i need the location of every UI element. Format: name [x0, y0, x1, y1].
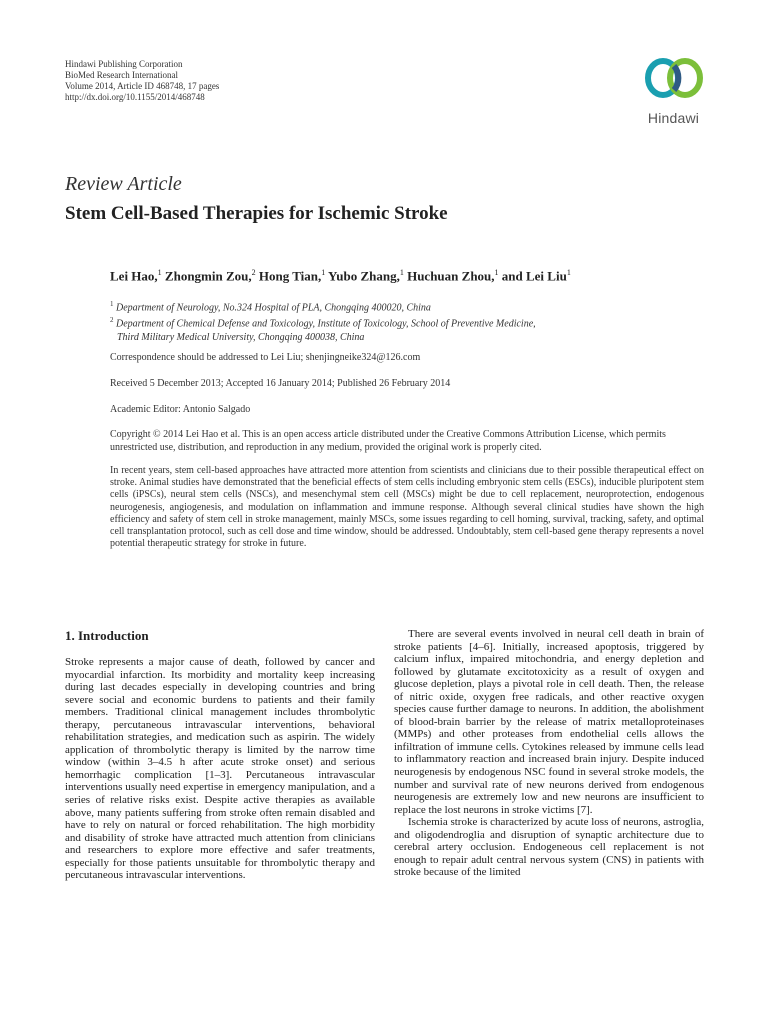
author-affil-mark: 1	[321, 268, 326, 277]
logo-wordmark: Hindawi	[647, 110, 700, 126]
right-column	[394, 628, 704, 879]
journal-header	[65, 59, 219, 103]
author-name: Hong Tian,	[258, 268, 322, 284]
affil-number: 2	[110, 316, 114, 325]
author-name: Zhongmin Zou,	[164, 268, 252, 284]
affiliation-2-cont: Third Military Medical University, Chongqing 400038, China	[117, 331, 365, 343]
affil-text: Department of Neurology, No.324 Hospital of PLA, Chongqing 400020, China	[116, 302, 431, 314]
academic-editor: Academic Editor: Antonio Salgado	[110, 404, 251, 415]
body-paragraph: Ischemia stroke is characterized by acute loss of neurons, astroglia, and oligodendroglia and disruption of synaptic architecture due to cerebral artery occlusion. Endogeneous cell replacement is not enough to repair adult central nervous system (CNS) in patients with stroke because of the limited	[394, 816, 704, 879]
journal-name: BioMed Research International	[65, 70, 178, 80]
author-name: Yubo Zhang,	[328, 268, 400, 284]
doi-link[interactable]: http://dx.doi.org/10.1155/2014/468748	[65, 92, 205, 102]
author-list	[110, 268, 571, 284]
hindawi-logo	[636, 54, 711, 134]
section-heading: 1. Introduction	[65, 628, 149, 643]
author-name: and Lei Liu	[501, 268, 567, 284]
article-type: Review Article	[65, 173, 182, 195]
copyright-notice: Copyright © 2014 Lei Hao et al. This is an open access article distributed under the Creative Commons Attribution License, which permits unrestricted use, distribution, and reproduction in any medium, provided the original work is properly cited.	[110, 429, 666, 453]
affiliation-2	[110, 314, 536, 330]
hindawi-rings-icon	[641, 54, 707, 108]
paper-title: Stem Cell-Based Therapies for Ischemic Stroke	[65, 203, 448, 224]
author-affil-mark: 1	[157, 268, 162, 277]
body-paragraph: There are several events involved in neural cell death in brain of stroke patients [4–6]. Initially, increased apoptosis, triggered by calcium influx, impaired mitochondria, and energy depletion and followed by glutamate excitotoxicity as a result of oxygen and glucose depletion, plays a pivotal role in cell death. Then, the release of nitric oxide, oxygen free radicals, and other reactive oxygen species cause further damage to neurons. In addition, the abolishment of blood-brain barrier by the release of matrix metalloproteinases (MMPs) and other proteases from endothelial cells allows the infiltration of immune cells. Cytokines released by immune cells lead to inflammatory reaction and increased brain injury. Despite induced neurogenesis by endogenous NSC found in several stroke models, the number and survival rate of new neurons derived from endogenous neurogenesis are extremely low and new neurons are insufficient to replace the lost neurons in stroke victims [7].	[394, 628, 704, 816]
publisher-name: Hindawi Publishing Corporation	[65, 59, 183, 69]
author-affil-mark: 1	[494, 268, 499, 277]
affiliations	[110, 298, 536, 344]
left-column	[65, 628, 375, 882]
publication-dates: Received 5 December 2013; Accepted 16 January 2014; Published 26 February 2014	[110, 378, 451, 389]
correspondence: Correspondence should be addressed to Lei Liu; shenjingneike324@126.com	[110, 352, 421, 363]
abstract: In recent years, stem cell-based approaches have attracted more attention from scientists and clinicians due to their possible therapeutical effect on stroke. Animal studies have demonstrated that the beneficial effects of stem cells including embryonic stem cells (ESCs), inducible pluripotent stem cells (iPSCs), neural stem cells (NSCs), and mesenchymal stem cell (MSCs) might be due to cell replacement, neuroprotection, endogenous neurogenesis, angiogenesis, and modulation on inflammation and immune response. Although several clinical studies have shown the high efficiency and safety of stem cell in stroke management, mainly MSCs, some issues regarding to cell homing, survival, tracking, safety, and optimal cell transplantation protocol, such as cell dose and time window, should be addressed. Undoubtably, stem cell-based gene therapy represents a novel potential therapeutic strategy for stroke in future.	[110, 465, 704, 550]
affil-number: 1	[110, 300, 114, 308]
affil-text: Department of Chemical Defense and Toxicology, Institute of Toxicology, School of Preventive Medicine,	[116, 318, 536, 330]
author-affil-mark: 1	[566, 268, 571, 277]
author-name: Lei Hao,	[110, 268, 158, 284]
volume-info: Volume 2014, Article ID 468748, 17 pages	[65, 81, 220, 91]
affiliation-1	[110, 298, 536, 314]
author-name: Huchuan Zhou,	[407, 268, 495, 284]
body-paragraph: Stroke represents a major cause of death, followed by cancer and myocardial infarction. Its morbidity and mortality keep increasing during last decades especially in developing countries and bring severe social and economic burdens to patients and their family members. Traditional clinical management includes thrombolytic therapy, percutaneous intravascular interventions, behavioral rehabilitation strategies, and medication such as aspirin. The widely application of thrombolytic therapy is limited by the narrow time window (within 3–4.5 h after acute stroke onset) and serious hemorrhagic complication [1–3]. Percutaneous intravascular interventions usually need expertise in emergency manipulation, and a series of relative risks exist. Despite active therapies as available above, many patients suffering from stroke often remain disabled and have to rely on natural or forced rehabilitation. The high morbidity and disability of stroke have attracted much attention from clinicians and researchers to explore more effective and safer treatments, especially for those patients unsuitable for thrombolytic therapy and percutaneous intravascular interventions.	[65, 656, 375, 882]
author-affil-mark: 2	[251, 268, 256, 277]
author-affil-mark: 1	[399, 268, 404, 277]
